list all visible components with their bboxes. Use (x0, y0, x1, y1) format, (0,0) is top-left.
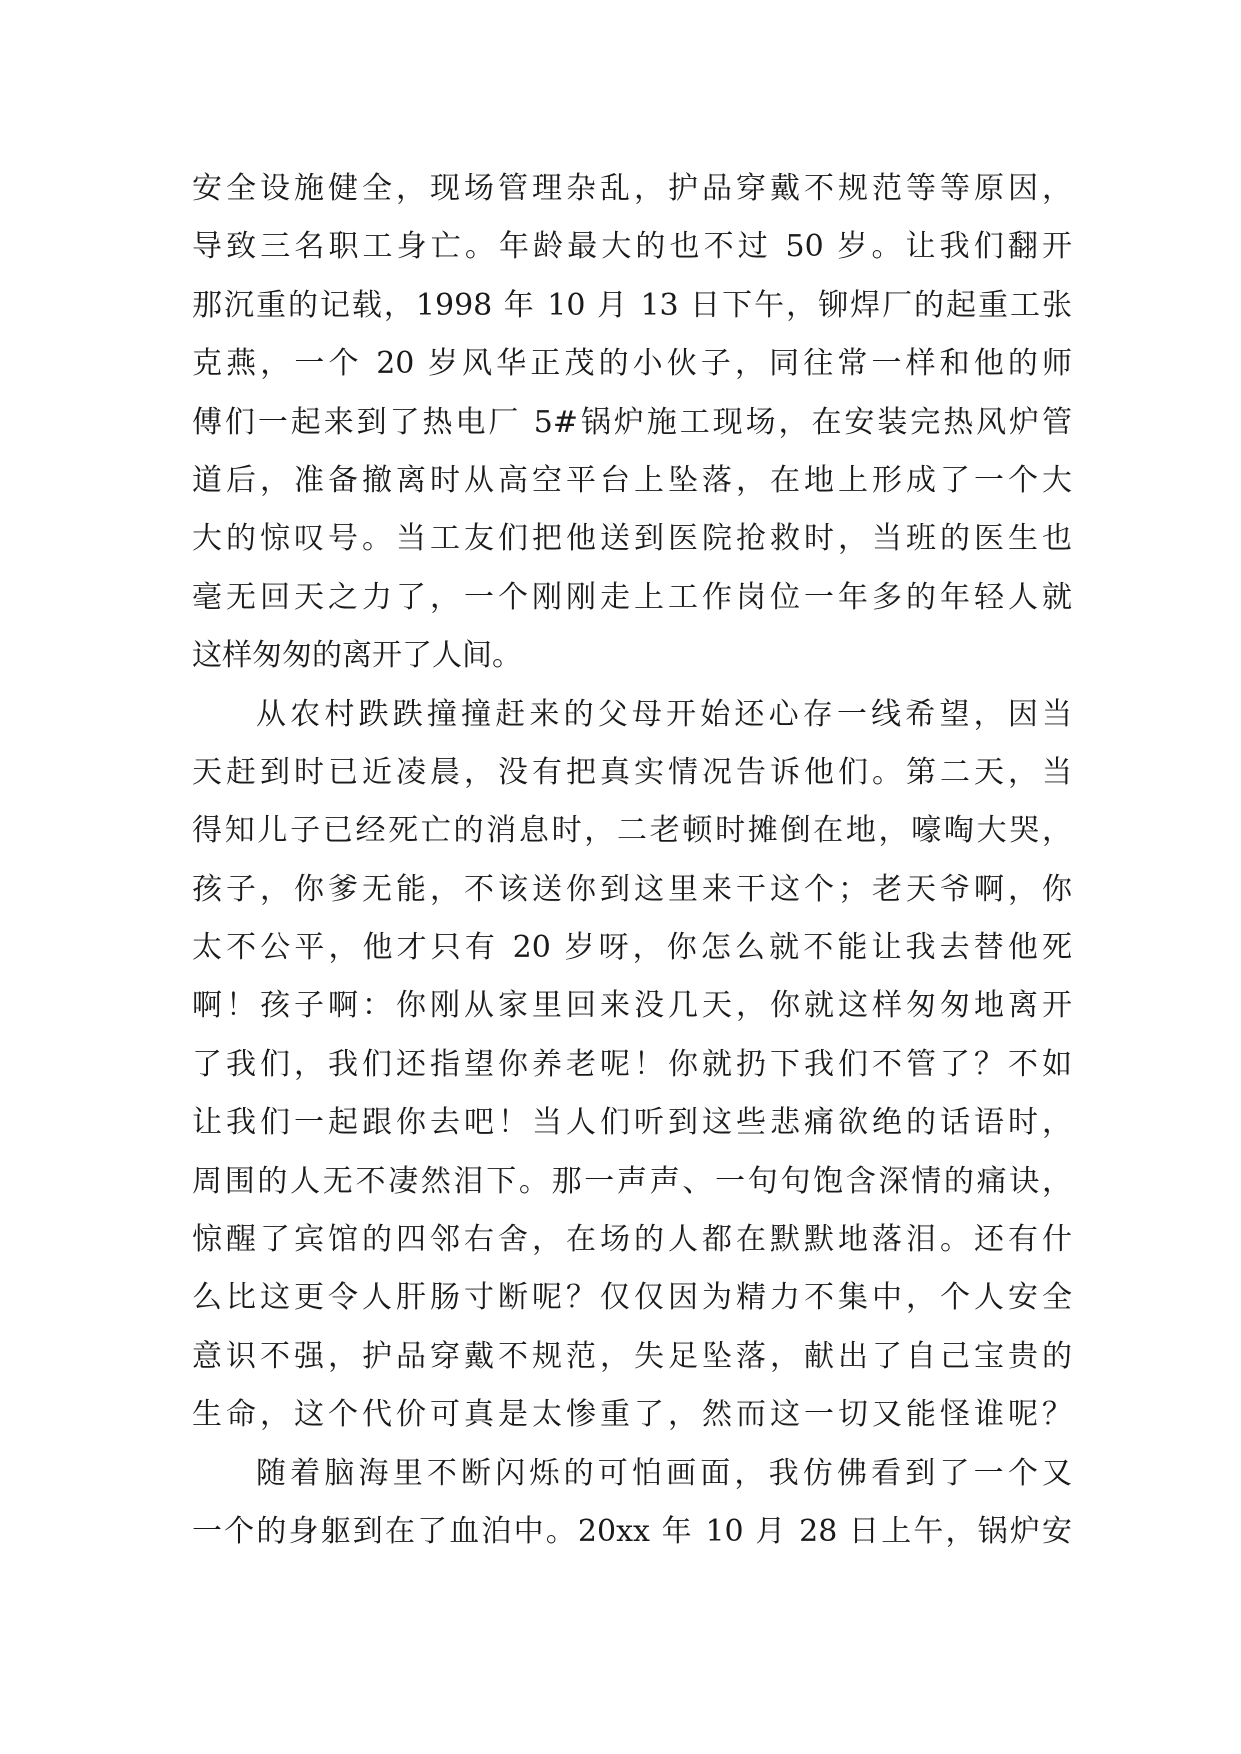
paragraph-start-line: 随着脑海里不断闪烁的可怕画面，我仿佛看到了一个又 (256, 1455, 1072, 1491)
text-line: 安全设施健全，现场管理杂乱，护品穿戴不规范等等原因， (192, 171, 1072, 206)
paragraph-start-line: 从农村跌跌撞撞赶来的父母开始还心存一线希望，因当 (256, 696, 1072, 732)
text-line: 让我们一起跟你去吧！当人们听到这些悲痛欲绝的话语时， (192, 1105, 1072, 1141)
text-line: 导致三名职工身亡。年龄最大的也不过 50 岁。让我们翻开 (192, 229, 1072, 265)
text-line: 了我们，我们还指望你养老呢！你就扔下我们不管了？不如 (192, 1046, 1072, 1082)
text-line: 孩子，你爹无能，不该送你到这里来干这个；老天爷啊，你 (192, 871, 1072, 907)
text-line: 得知儿子已经死亡的消息时，二老顿时摊倒在地，嚎啕大哭， (192, 813, 1072, 849)
text-line: 这样匆匆的离开了人间。 (192, 638, 522, 674)
text-line: 那沉重的记载，1998 年 10 月 13 日下午，铆焊厂的起重工张 (192, 287, 1072, 323)
text-line: 意识不强，护品穿戴不规范，失足坠落，献出了自己宝贵的 (192, 1338, 1072, 1374)
text-line: 大的惊叹号。当工友们把他送到医院抢救时，当班的医生也 (192, 521, 1072, 557)
text-line: 一个的身躯到在了血泊中。20xx 年 10 月 28 日上午，锅炉安 (192, 1513, 1072, 1549)
text-line: 么比这更令人肝肠寸断呢？仅仅因为精力不集中，个人安全 (192, 1280, 1072, 1316)
body-text (192, 160, 1072, 1561)
text-line: 生命，这个代价可真是太惨重了，然而这一切又能怪谁呢？ (192, 1397, 1072, 1433)
text-line: 啊！孩子啊：你刚从家里回来没几天，你就这样匆匆地离开 (192, 988, 1072, 1024)
text-line: 道后，准备撤离时从高空平台上坠落，在地上形成了一个大 (192, 462, 1072, 498)
text-line: 太不公平，他才只有 20 岁呀，你怎么就不能让我去替他死 (192, 930, 1072, 966)
text-line: 周围的人无不凄然泪下。那一声声、一句句饱含深情的痛诀， (192, 1163, 1072, 1199)
text-line: 毫无回天之力了，一个刚刚走上工作岗位一年多的年轻人就 (192, 579, 1072, 615)
text-line: 惊醒了宾馆的四邻右舍，在场的人都在默默地落泪。还有什 (192, 1222, 1072, 1258)
text-line: 天赶到时已近凌晨，没有把真实情况告诉他们。第二天，当 (192, 754, 1072, 790)
text-line: 克燕，一个 20 岁风华正茂的小伙子，同往常一样和他的师 (192, 346, 1072, 382)
text-line: 傅们一起来到了热电厂 5#锅炉施工现场，在安装完热风炉管 (192, 404, 1072, 440)
